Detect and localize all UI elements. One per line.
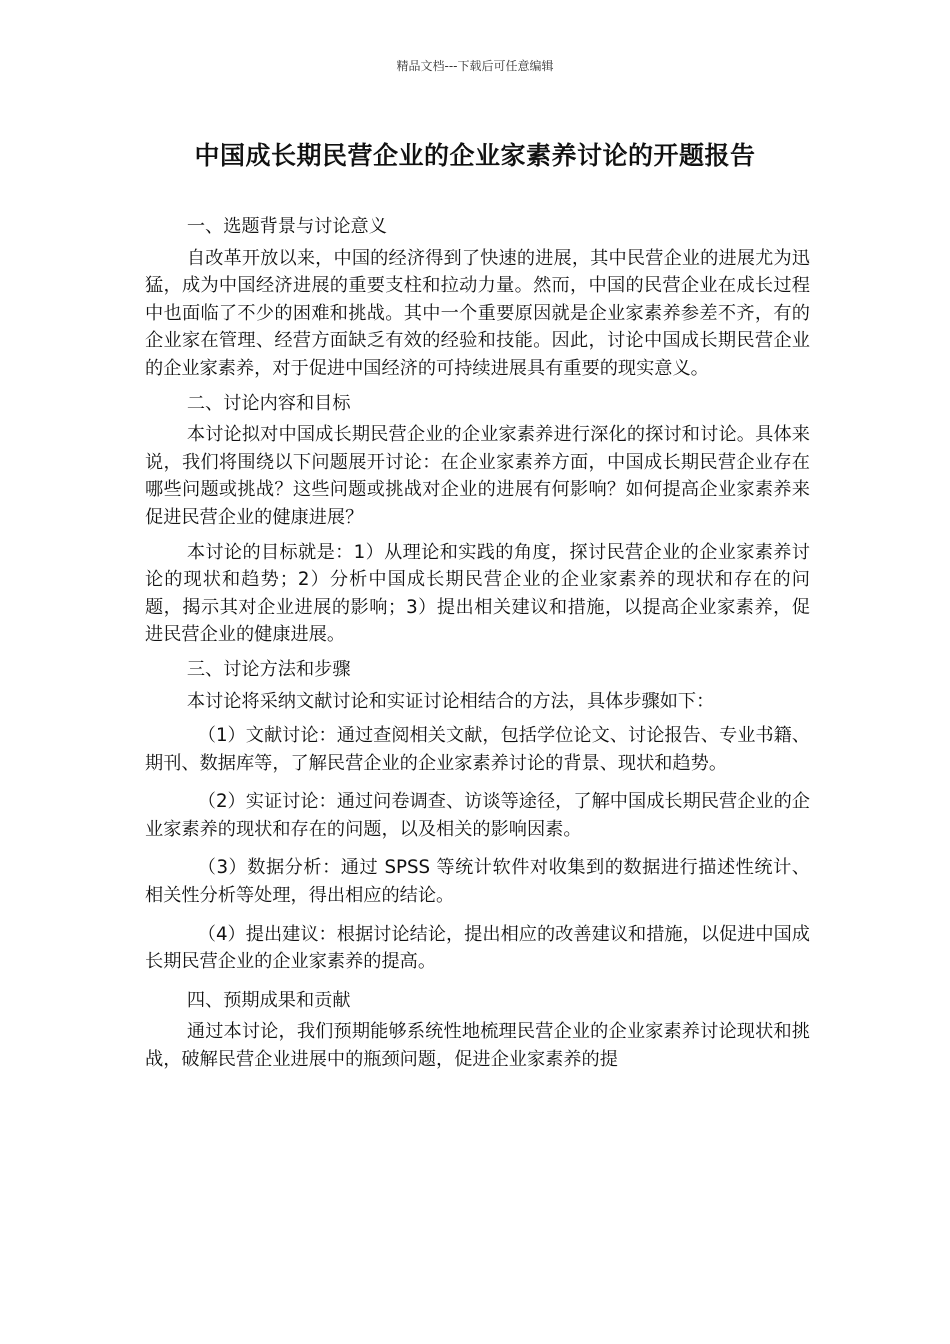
method-step-4: （4）提出建议：根据讨论结论，提出相应的改善建议和措施，以促进中国成长期民营企业的企业家素养的提高。 bbox=[145, 923, 810, 973]
document-title: 中国成长期民营企业的企业家素养讨论的开题报告 bbox=[194, 141, 756, 170]
section-heading-4: 四、预期成果和贡献 bbox=[186, 989, 351, 1011]
paragraph-research-content: 本讨论拟对中国成长期民营企业的企业家素养进行深化的探讨和讨论。具体来说，我们将围绕以下问题展开讨论：在企业家素养方面，中国成长期民营企业存在哪些问题或挑战？这些问题或挑战对企业的进展有何影响？如何提高企业家素养来促进民营企业的健康进展？ bbox=[145, 424, 810, 528]
paragraph-methods-intro: 本讨论将采纳文献讨论和实证讨论相结合的方法，具体步骤如下： bbox=[186, 690, 715, 712]
paragraph-background: 自改革开放以来，中国的经济得到了快速的进展，其中民营企业的进展尤为迅猛，成为中国经济进展的重要支柱和拉动力量。然而，中国的民营企业在成长过程中也面临了不少的困难和挑战。其中一个重要原因就是企业家素养参差不齐，有的企业家在管理、经营方面缺乏有效的经验和技能。因此，讨论中国成长期民营企业的企业家素养，对于促进中国经济的可持续进展具有重要的现实意义。 bbox=[145, 247, 810, 379]
paragraph-research-goals: 本讨论的目标就是：1）从理论和实践的角度，探讨民营企业的企业家素养讨论的现状和趋势；2）分析中国成长期民营企业的企业家素养的现状和存在的问题，揭示其对企业进展的影响；3）提出相关建议和措施，以提高企业家素养，促进民营企业的健康进展。 bbox=[145, 541, 810, 646]
page-header-note: 精品文档---下载后可任意编辑 bbox=[396, 59, 554, 73]
section-heading-3: 三、讨论方法和步骤 bbox=[186, 658, 351, 680]
method-step-2: （2）实证讨论：通过问卷调查、访谈等途径，了解中国成长期民营企业的企业家素养的现状和存在的问题，以及相关的影响因素。 bbox=[145, 791, 810, 840]
section-heading-1: 一、选题背景与讨论意义 bbox=[186, 216, 387, 237]
section-heading-2: 二、讨论内容和目标 bbox=[186, 392, 351, 414]
document-body bbox=[145, 213, 810, 1074]
paragraph-expected-results: 通过本讨论，我们预期能够系统性地梳理民营企业的企业家素养讨论现状和挑战，破解民营企业进展中的瓶颈问题，促进企业家素养的提 bbox=[145, 1021, 810, 1071]
method-step-1: （1）文献讨论：通过查阅相关文献，包括学位论文、讨论报告、专业书籍、期刊、数据库等，了解民营企业的企业家素养讨论的背景、现状和趋势。 bbox=[145, 725, 810, 774]
method-step-3: （3）数据分析：通过 SPSS 等统计软件对收集到的数据进行描述性统计、相关性分析等处理，得出相应的结论。 bbox=[145, 857, 810, 907]
